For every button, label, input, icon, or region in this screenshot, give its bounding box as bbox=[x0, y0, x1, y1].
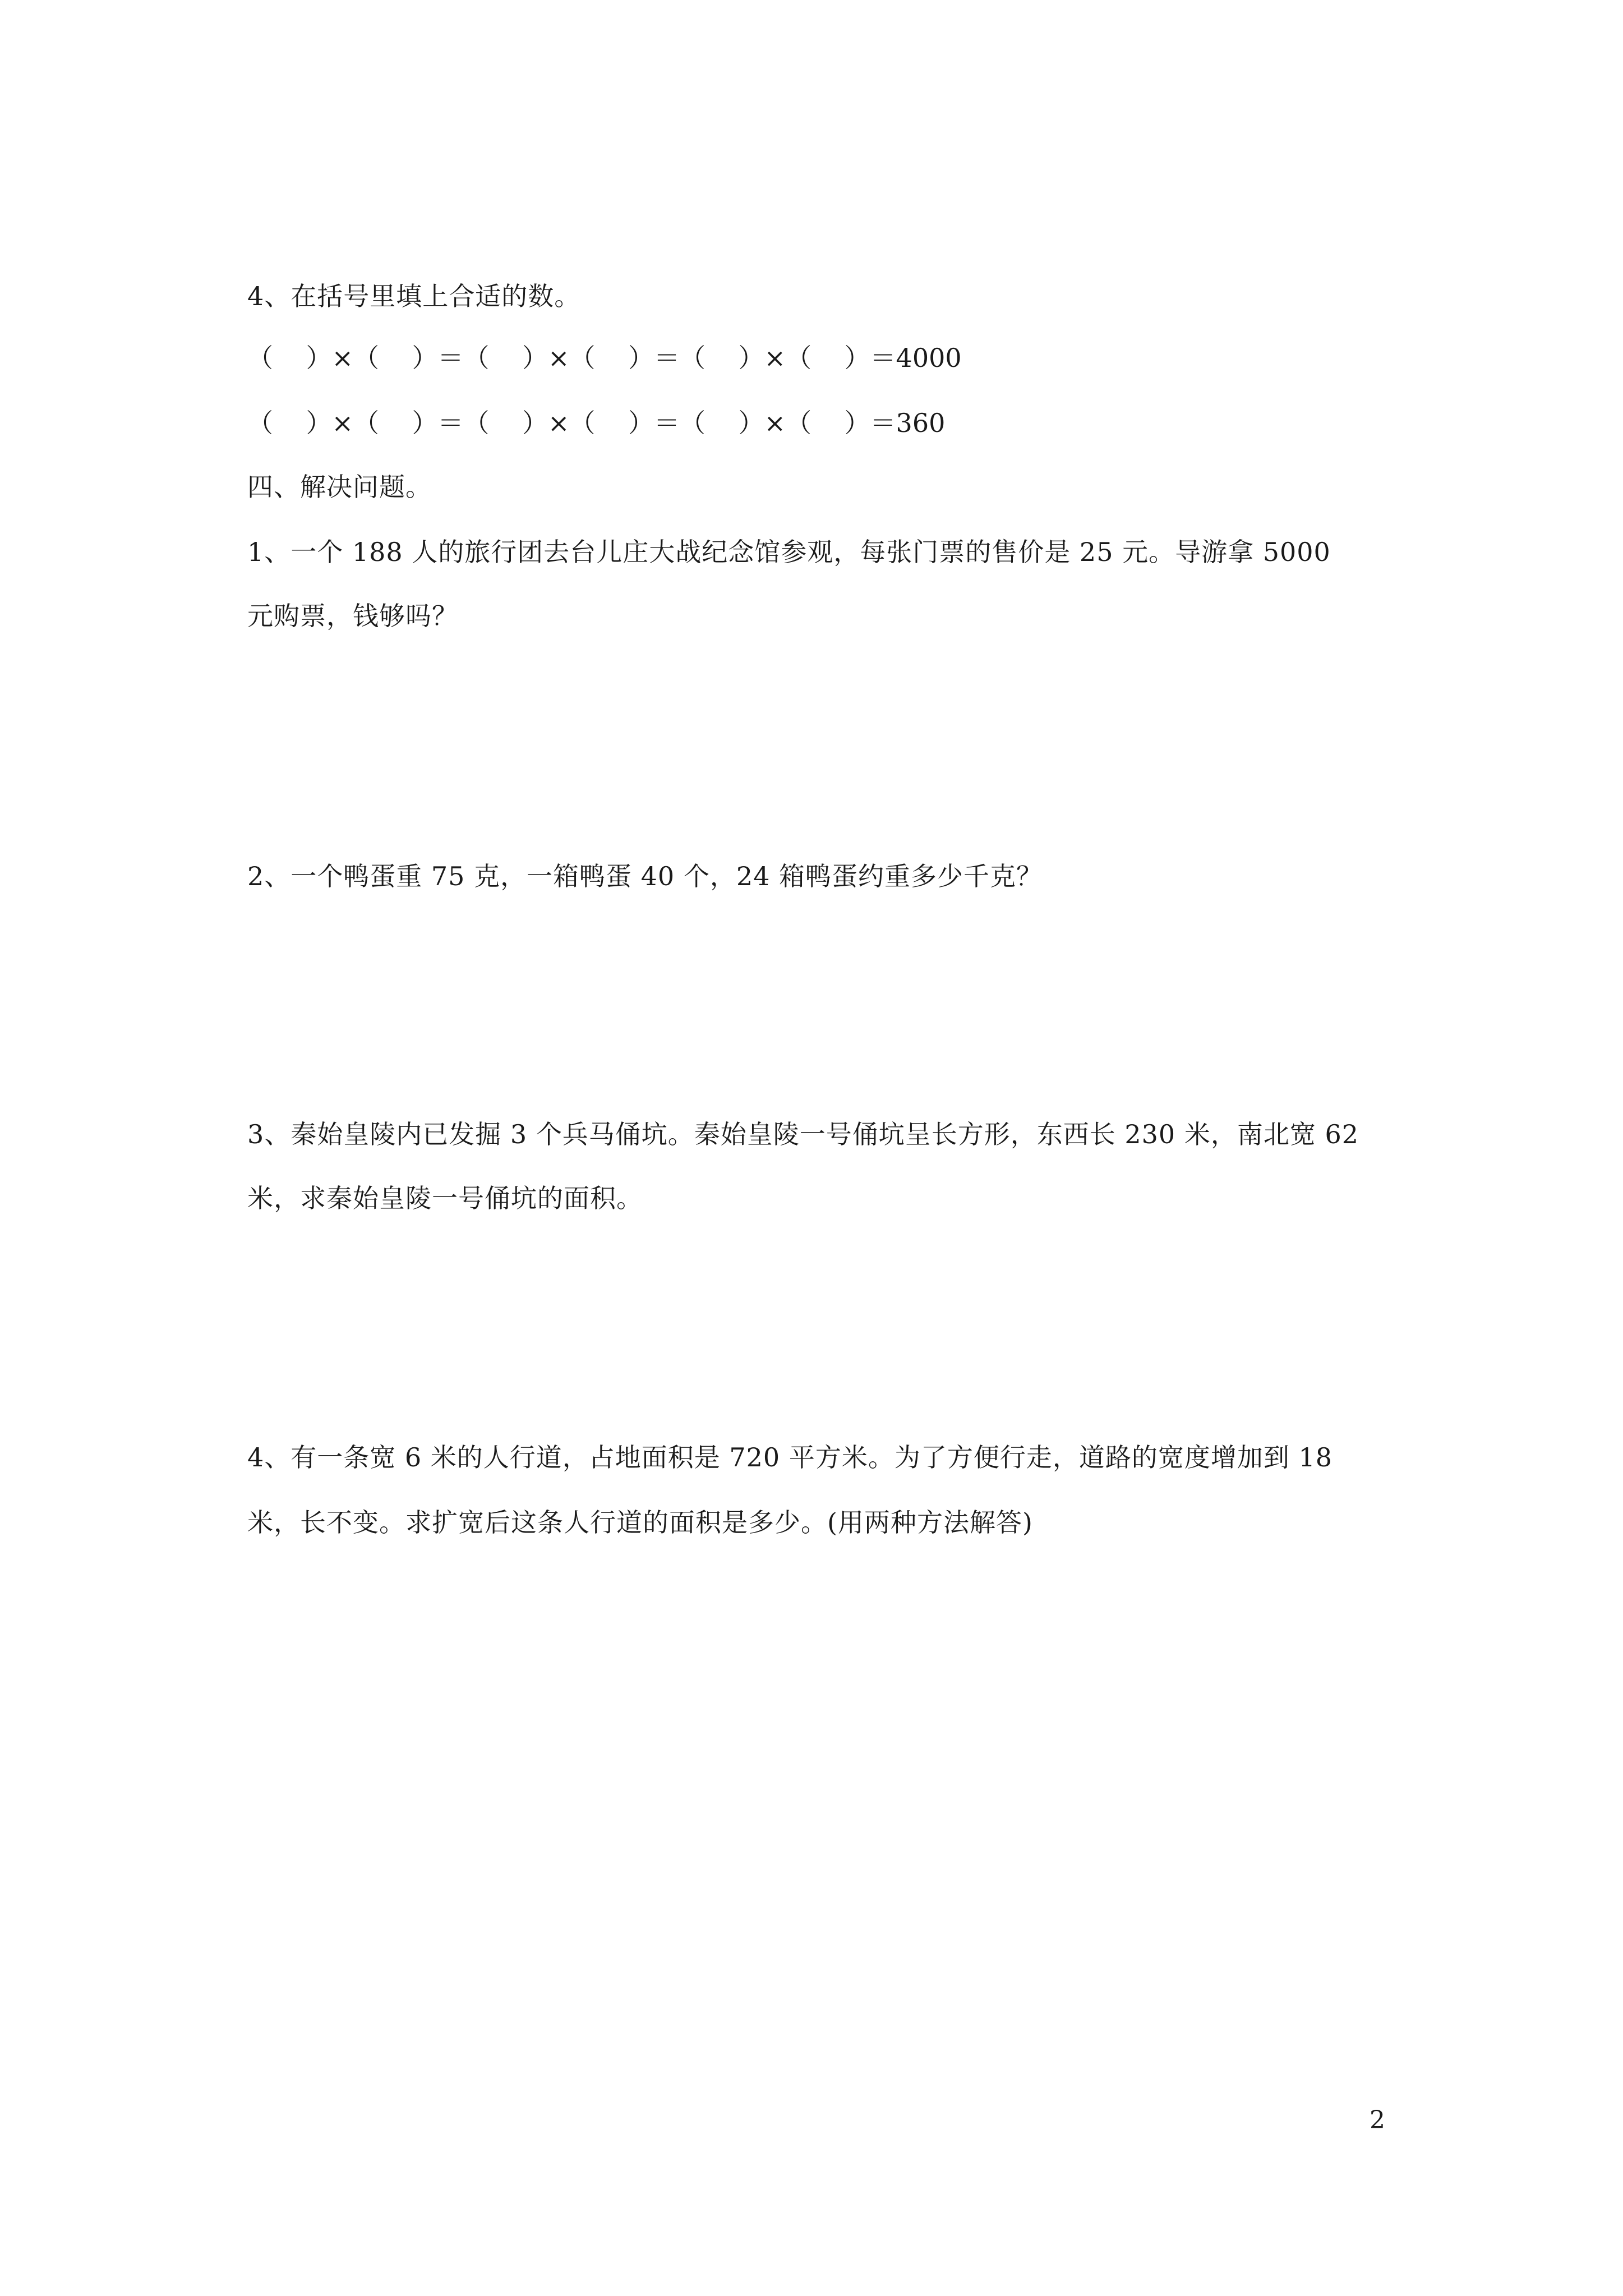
problem-3-line-2: 米，求秦始皇陵一号俑坑的面积。 bbox=[247, 1183, 643, 1213]
problem-4-line-1: 4、有一条宽 6 米的人行道，占地面积是 720 平方米。为了方便行走，道路的宽度增加到 18 bbox=[247, 1442, 1332, 1473]
problem-4-line-2: 米，长不变。求扩宽后这条人行道的面积是多少。(用两种方法解答) bbox=[247, 1507, 1033, 1538]
problem-2-line-1: 2、一个鸭蛋重 75 克，一箱鸭蛋 40 个，24 箱鸭蛋约重多少千克？ bbox=[247, 861, 1043, 891]
section-four-heading: 四、解决问题。 bbox=[247, 472, 432, 502]
problem-1-line-2: 元购票，钱够吗？ bbox=[247, 601, 458, 631]
question-4-title: 4、在括号里填上合适的数。 bbox=[247, 281, 581, 311]
problem-3-line-1: 3、秦始皇陵内已发掘 3 个兵马俑坑。秦始皇陵一号俑坑呈长方形，东西长 230 米，南北宽 62 bbox=[247, 1119, 1359, 1149]
problem-1-line-1: 1、一个 188 人的旅行团去台儿庄大战纪念馆参观，每张门票的售价是 25 元。导游拿 5000 bbox=[247, 537, 1331, 567]
fill-blank-row-360: （ ）×（ ）＝（ ）×（ ）＝（ ）×（ ）＝360 bbox=[247, 408, 946, 438]
page-number: 2 bbox=[1370, 2106, 1385, 2134]
fill-blank-row-4000: （ ）×（ ）＝（ ）×（ ）＝（ ）×（ ）＝4000 bbox=[247, 343, 962, 373]
